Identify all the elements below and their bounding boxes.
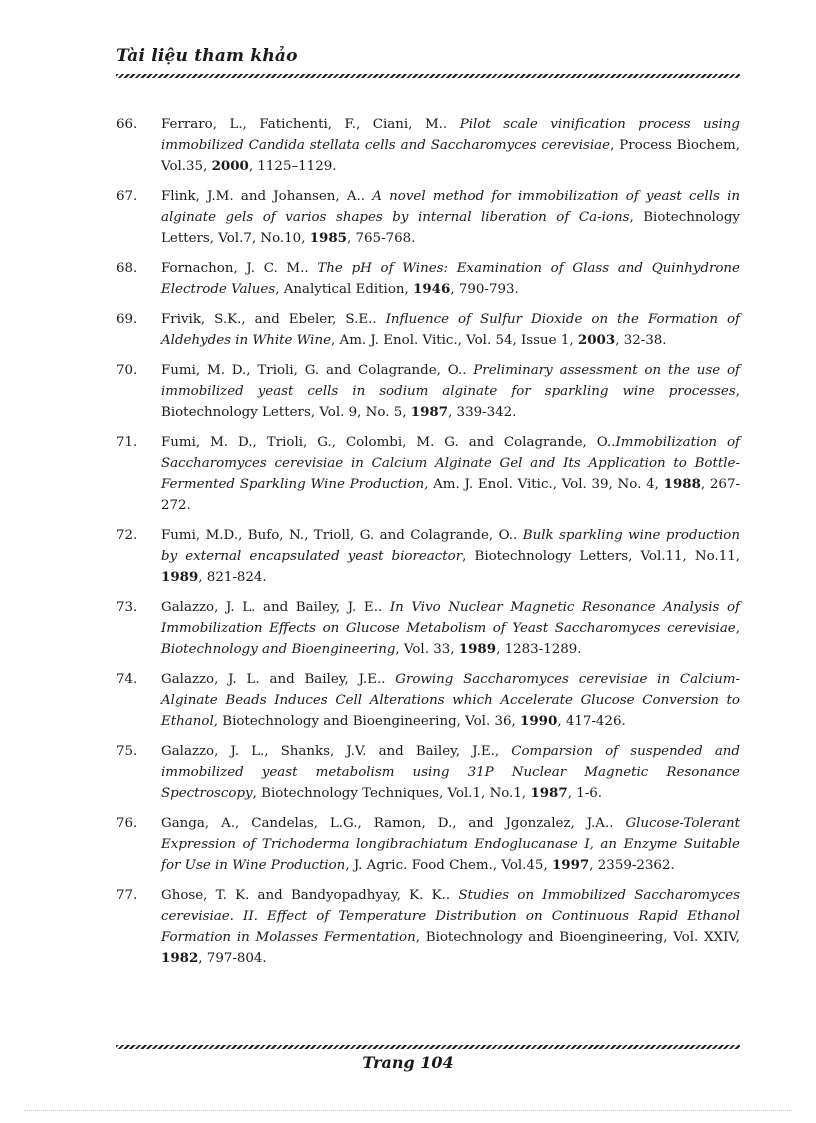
reference-year: 1997 [551,857,590,873]
reference-item [116,432,740,516]
reference-segment: , Biotechnology and Bioengineering, Vol. 36, [213,714,521,729]
reference-segment: Frivik, S.K., and Ebeler, S.E.. [161,312,386,327]
reference-title: Bulk sparkling wine production by external encapsulated yeast bioreactor [161,528,740,564]
reference-segment: , 1283-1289. [496,642,582,657]
reference-year: 1982 [161,950,199,966]
reference-segment: Fumi, M.D., Bufo, N., Trioll, G. and Colagrande, O.. [161,528,523,543]
reference-year: 1989 [161,569,199,585]
reference-segment: Galazzo, J. L. and Bailey, J.E.. [161,672,396,687]
reference-title: Influence of Sulfur Dioxide on the Formation of Aldehydes in White Wine [161,312,740,348]
reference-year: 1990 [520,713,558,729]
reference-number: 66. [116,117,138,132]
header-divider [116,74,740,78]
reference-title: In Vivo Nuclear Magnetic Resonance Analysis of Immobilization Effects on Glucose Metabolism of Yeast Saccharomyces cerevisiae, Biotechnology and Bioengineering [161,600,740,657]
reference-title: Immobilization of Saccharomyces cerevisiae in Calcium Alginate Gel and Its Application to Bottle-Fermented Sparkling Wine Production, [161,435,740,492]
reference-number: 75. [116,744,138,759]
page-number: Trang 104 [362,1053,454,1072]
reference-title: Growing Saccharomyces cerevisiae in Calcium-Alginate Beads Induces Cell Alterations which Accelerate Glucose Conversion to Ethanol [161,672,740,729]
reference-text [161,885,740,969]
reference-segment: , 417-426. [557,714,626,729]
page-edge-line [24,1110,792,1111]
reference-segment: , 267-272. [161,477,740,513]
reference-segment: Fumi, M. D., Trioli, G., Colombi, M. G. and Colagrande, O.. [161,435,616,450]
reference-segment: , Am. J. Enol. Vitic., Vol. 54, Issue 1, [331,333,578,348]
reference-number: 67. [116,189,138,204]
reference-segment: , 1125–1129. [248,159,337,174]
reference-item [116,741,740,804]
reference-title: A novel method for immobilization of yeast cells in alginate gels of varios shapes by internal liberation of Ca-ions [161,189,741,225]
reference-title: The pH of Wines: Examination of Glass and Quinhydrone Electrode Values [161,261,740,297]
header-title: Tài liệu tham khảo [116,46,298,66]
reference-segment: , Biotechnology Letters, Vol.11, No.11, [462,549,740,564]
reference-segment: , 821-824. [198,570,267,585]
reference-segment: , 339-342. [448,405,517,420]
reference-segment: Flink, J.M. and Johansen, A.. [161,189,373,204]
reference-item [116,525,740,588]
reference-year: 2003 [577,332,616,348]
reference-year: 1989 [458,641,497,657]
reference-text [161,813,740,876]
reference-number: 77. [116,888,138,903]
reference-text [161,360,740,423]
reference-segment: Ganga, A., Candelas, L.G., Ramon, D., and Jgonzalez, J.A.. [161,816,626,831]
reference-segment: , Biotechnology Letters, Vol. 9, No. 5, [161,384,740,420]
reference-item [116,360,740,423]
reference-number: 74. [116,672,138,687]
reference-list [116,114,740,978]
reference-segment: Fornachon, J. C. M.. [161,261,318,276]
reference-year: 1987 [410,404,449,420]
reference-year: 1988 [663,476,701,492]
reference-year: 1946 [413,281,451,297]
reference-segment: , J. Agric. Food Chem., Vol.45, [345,858,552,873]
reference-title: Comparsion of suspended and immobilized yeast metabolism using 31P Nuclear Magnetic Resonance Spectroscopy [161,744,741,801]
reference-segment: , Biotechnology and Bioengineering, Vol. XXIV, [415,930,740,945]
reference-year: 2000 [211,158,249,174]
reference-text [161,186,740,249]
reference-item [116,669,740,732]
reference-title: Preliminary assessment on the use of immobilized yeast cells in sodium alginate for sparkling wine processes [161,363,740,399]
reference-segment: , 32-38. [615,333,667,348]
reference-text [161,432,740,516]
reference-segment: Ghose, T. K. and Bandyopadhyay, K. K.. [161,888,459,903]
reference-segment: , Analytical Edition, [275,282,414,297]
reference-text [161,114,740,177]
reference-segment: , Vol. 33, [395,642,459,657]
reference-segment: , 1-6. [567,786,603,801]
reference-number: 73. [116,600,138,615]
footer-divider [116,1045,740,1049]
reference-text [161,741,740,804]
reference-item [116,885,740,969]
reference-title: Glucose-Tolerant Expression of Trichoderma longibrachiatum Endoglucanase I, an Enzyme Suitable for Use in Wine Production [161,816,740,873]
reference-item [116,258,740,300]
reference-segment: , 797-804. [198,951,267,966]
reference-item [116,186,740,249]
reference-text [161,597,740,660]
reference-segment: , 765-768. [347,231,416,246]
reference-segment: Ferraro, L., Fatichenti, F., Ciani, M.. [161,117,460,132]
reference-number: 70. [116,363,138,378]
reference-segment: Galazzo, J. L., Shanks, J.V. and Bailey, J.E., [161,744,512,759]
reference-segment: , 790-793. [450,282,519,297]
reference-item [116,309,740,351]
reference-segment: Am. J. Enol. Vitic., Vol. 39, No. 4, [428,477,664,492]
reference-text [161,309,740,351]
reference-segment: Fumi, M. D., Trioli, G. and Colagrande, O.. [161,363,474,378]
reference-text [161,525,740,588]
reference-title: Studies on Immobilized Saccharomyces cerevisiae. II. Effect of Temperature Distribution on Continuous Rapid Ethanol Formation in Molasses Fermentation [161,888,740,945]
reference-segment: Galazzo, J. L. and Bailey, J. E.. [161,600,390,615]
reference-segment: , Biotechnology Techniques, Vol.1, No.1, [252,786,531,801]
reference-title: Pilot scale vinification process using immobilized Candida stellata cells and Saccharomyces cerevisiae [161,117,740,153]
reference-number: 68. [116,261,138,276]
reference-year: 1987 [530,785,568,801]
reference-item [116,114,740,177]
reference-segment: , Biotechnology Letters, Vol.7, No.10, [161,210,740,246]
reference-item [116,597,740,660]
reference-year: 1985 [309,230,347,246]
reference-segment: , 2359-2362. [589,858,675,873]
reference-number: 69. [116,312,138,327]
reference-item [116,813,740,876]
reference-number: 71. [116,435,138,450]
reference-segment: , Process Biochem, Vol.35, [161,138,740,174]
reference-number: 72. [116,528,138,543]
reference-text [161,258,740,300]
reference-text [161,669,740,732]
reference-number: 76. [116,816,138,831]
